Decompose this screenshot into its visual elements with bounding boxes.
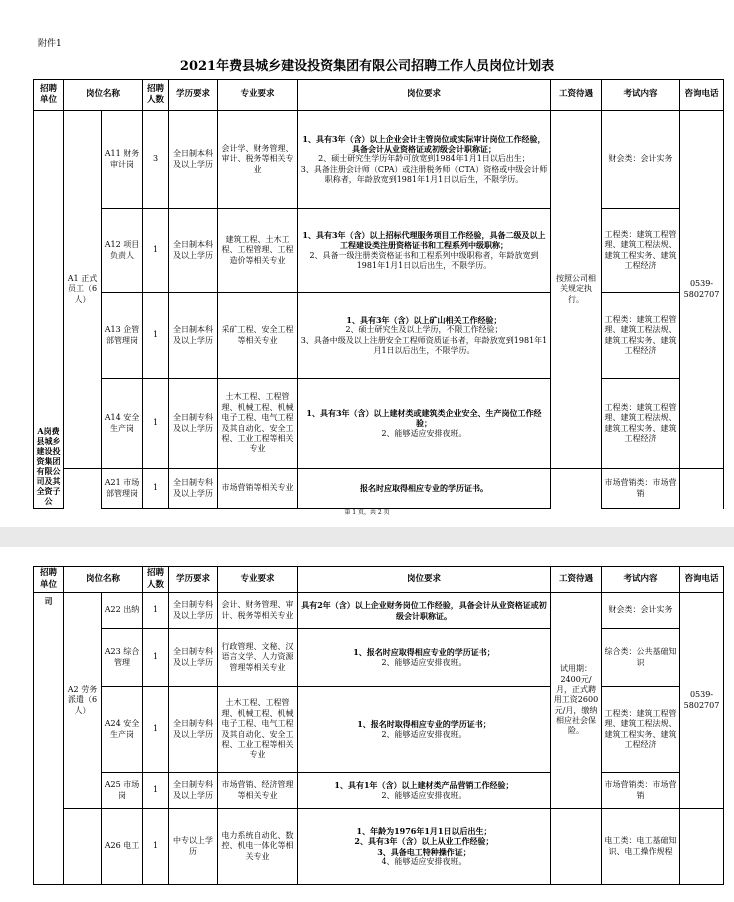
salary-cell: 试用期：2400元/月，正式聘用工资2600元/月，缴纳相应社会保险。 bbox=[551, 593, 602, 809]
header-requirements: 岗位要求 bbox=[298, 80, 551, 111]
header-phone: 咨询电话 bbox=[680, 80, 724, 111]
count-cell: 1 bbox=[143, 773, 169, 809]
header-post-name: 岗位名称 bbox=[64, 567, 143, 593]
recruiting-unit-cell: 司 bbox=[34, 593, 64, 885]
header-salary: 工资待遇 bbox=[551, 567, 602, 593]
requirement-line: 1、具有3年（含）以上建材类或建筑类企业安全、生产岗位工作经验； bbox=[306, 407, 542, 429]
exam-cell: 综合类：公共基础知识 bbox=[602, 629, 680, 687]
requirements-cell bbox=[298, 687, 551, 773]
header-count: 招聘人数 bbox=[143, 80, 169, 111]
post-name-cell: A11 财务审计岗 bbox=[102, 111, 143, 209]
header-major: 专业要求 bbox=[218, 567, 298, 593]
requirement-line: 2、能够适应安排夜班。 bbox=[381, 657, 467, 667]
requirements-cell bbox=[298, 293, 551, 379]
requirements-cell bbox=[298, 629, 551, 687]
table-row bbox=[34, 593, 724, 629]
education-cell: 全日制本科及以上学历 bbox=[169, 293, 218, 379]
count-cell: 1 bbox=[143, 209, 169, 293]
header-education: 学历要求 bbox=[169, 80, 218, 111]
post-name-cell: A26 电工 bbox=[102, 809, 143, 885]
header-unit: 招聘单位 bbox=[34, 567, 64, 593]
requirement-line: 3、具备注册会计师（CPA）或注册税务师（CTA）资格或中级会计师职称者，年龄放宽到1981年1月1日以后生，不限学历。 bbox=[300, 164, 548, 185]
requirement-line: 2、具有3年（含）以上从业工作经验； bbox=[354, 836, 494, 847]
education-cell: 全日制专科及以上学历 bbox=[169, 629, 218, 687]
positions-table-page-2 bbox=[33, 566, 724, 885]
post-name-cell: A22 出纳 bbox=[102, 593, 143, 629]
requirement-line: 报名时应取得相应专业的学历证书。 bbox=[360, 483, 488, 494]
post-group-cell: A2 劳务派遣（6人） bbox=[64, 593, 102, 809]
table-row bbox=[34, 293, 724, 379]
major-cell: 会计学、财务管理、审计、税务等相关专业 bbox=[218, 111, 298, 209]
major-cell: 建筑工程、土木工程、工程管理、工程造价等相关专业 bbox=[218, 209, 298, 293]
header-row bbox=[34, 567, 724, 593]
table-row bbox=[34, 809, 724, 885]
post-name-cell: A23 综合管理 bbox=[102, 629, 143, 687]
header-requirements: 岗位要求 bbox=[298, 567, 551, 593]
major-cell: 市场营销、经济管理等相关专业 bbox=[218, 773, 298, 809]
count-cell: 1 bbox=[143, 593, 169, 629]
exam-cell: 市场营销类：市场营销 bbox=[602, 773, 680, 809]
table-row bbox=[34, 687, 724, 773]
exam-cell: 工程类：建筑工程管理、建筑工程法规、建筑工程实务、建筑工程经济 bbox=[602, 687, 680, 773]
requirements-cell bbox=[298, 111, 551, 209]
education-cell: 全日制专科及以上学历 bbox=[169, 773, 218, 809]
exam-cell: 电工类：电工基础知识、电工操作规程 bbox=[602, 809, 680, 885]
salary-cell bbox=[551, 809, 602, 885]
major-cell: 行政管理、文秘、汉语言文学、人力资源管理等相关专业 bbox=[218, 629, 298, 687]
recruiting-unit-cell: A岗费县城乡建设投资集团有限公司及其全资子公 bbox=[34, 111, 64, 509]
post-name-cell: A13 企管部管理岗 bbox=[102, 293, 143, 379]
major-cell: 采矿工程、安全工程等相关专业 bbox=[218, 293, 298, 379]
requirement-line: 1、报名时取得相应专业的学历证书； bbox=[357, 719, 491, 730]
exam-cell: 工程类：建筑工程管理、建筑工程法规、建筑工程实务、建筑工程经济 bbox=[602, 209, 680, 293]
education-cell: 全日制本科及以上学历 bbox=[169, 111, 218, 209]
page-footer: 第 1 页，共 2 页 bbox=[344, 509, 390, 516]
count-cell: 1 bbox=[143, 469, 169, 509]
exam-cell: 财会类：会计实务 bbox=[602, 593, 680, 629]
header-exam: 考试内容 bbox=[602, 567, 680, 593]
count-cell: 1 bbox=[143, 809, 169, 885]
table-row bbox=[34, 111, 724, 209]
phone-cell: 0539-5802707 bbox=[680, 593, 724, 809]
header-phone: 咨询电话 bbox=[680, 567, 724, 593]
count-cell: 1 bbox=[143, 687, 169, 773]
requirement-line: 2、硕士研究生学历年龄可放宽到1984年1月1日以后出生； bbox=[318, 154, 530, 164]
requirements-cell bbox=[298, 593, 551, 629]
education-cell: 全日制专科及以上学历 bbox=[169, 469, 218, 509]
requirements-cell bbox=[298, 209, 551, 293]
exam-cell: 市场营销类：市场营销 bbox=[602, 469, 680, 509]
education-cell: 中专以上学历 bbox=[169, 809, 218, 885]
table-row bbox=[34, 629, 724, 687]
post-name-cell: A24 安全生产岗 bbox=[102, 687, 143, 773]
exam-cell: 工程类：建筑工程管理、建筑工程法规、建筑工程实务、建筑工程经济 bbox=[602, 379, 680, 469]
major-cell: 会计、财务管理、审计、税务等相关专业 bbox=[218, 593, 298, 629]
education-cell: 全日制专科及以上学历 bbox=[169, 593, 218, 629]
requirement-line: 1、具有1年（含）以上建材类产品营销工作经验； bbox=[334, 780, 514, 791]
phone-cell: 0539-5802707 bbox=[680, 111, 724, 469]
count-cell: 1 bbox=[143, 293, 169, 379]
requirements-cell bbox=[298, 809, 551, 885]
count-cell: 3 bbox=[143, 111, 169, 209]
document-title: 2021年费县城乡建设投资集团有限公司招聘工作人员岗位计划表 bbox=[179, 59, 555, 74]
requirement-line: 1、报名时应取得相应专业的学历证书； bbox=[353, 647, 495, 658]
header-row bbox=[34, 80, 724, 111]
requirements-cell bbox=[298, 379, 551, 469]
post-group-cell bbox=[64, 809, 102, 885]
header-unit: 招聘单位 bbox=[34, 80, 64, 111]
header-exam: 考试内容 bbox=[602, 80, 680, 111]
header-education: 学历要求 bbox=[169, 567, 218, 593]
major-cell: 电力系统自动化、数控、机电一体化等相关专业 bbox=[218, 809, 298, 885]
positions-table-page-1 bbox=[33, 79, 724, 509]
major-cell: 土木工程、工程管理、机械工程、机械电子工程、电气工程及其自动化、安全工程、工业工程等相关专业 bbox=[218, 687, 298, 773]
count-cell: 1 bbox=[143, 379, 169, 469]
header-salary: 工资待遇 bbox=[551, 80, 602, 111]
requirements-cell bbox=[298, 773, 551, 809]
attachment-label: 附件1 bbox=[38, 39, 62, 49]
requirement-line: 3、具备电工特种操作证； bbox=[377, 846, 471, 857]
requirement-line: 2、能够适应安排夜班。 bbox=[381, 729, 467, 739]
salary-cell bbox=[551, 469, 602, 509]
major-cell: 土木工程、工程管理、机械工程、机械电子工程、电气工程及其自动化、安全工程、工业工程等相关专业 bbox=[218, 379, 298, 469]
requirement-line: 2、硕士研究生及以上学历，不限工作经验； bbox=[345, 325, 503, 335]
requirement-line: 3、具备中级及以上注册安全工程师资质证书者，年龄放宽到1981年1月1日以后出生，不限学历。 bbox=[300, 335, 548, 355]
requirement-line: 2、具备一级注册类资格证书和工程系列中级职称者，年龄放宽到1981年1月1日以后出生，不限学历。 bbox=[309, 250, 539, 270]
requirement-line: 具有2年（含）以上企业财务岗位工作经验，具备会计从业资格证或初级会计职称证。 bbox=[301, 600, 547, 621]
post-group-cell: A1 正式员工（6人） bbox=[64, 111, 102, 469]
post-name-cell: A21 市场部管理岗 bbox=[102, 469, 143, 509]
count-cell: 1 bbox=[143, 629, 169, 687]
requirement-line: 1、具有3年（含）以上招标代理服务项目工作经验，具备二级及以上工程建设类注册资格证书和工程系列中级职称； bbox=[302, 229, 546, 251]
requirement-line: 1、年龄为1976年1月1日以后出生； bbox=[356, 825, 492, 836]
post-name-cell: A12 项目负责人 bbox=[102, 209, 143, 293]
phone-cell bbox=[680, 809, 724, 885]
requirement-line: 1、具有3年（含）以上企业会计主管岗位或实际审计岗位工作经验，具备会计从业资格证或初级会计职称证； bbox=[302, 133, 546, 154]
education-cell: 全日制专科及以上学历 bbox=[169, 379, 218, 469]
requirement-line: 2、能够适应安排夜班。 bbox=[381, 428, 467, 438]
header-count: 招聘人数 bbox=[143, 567, 169, 593]
table-row bbox=[34, 379, 724, 469]
phone-cell bbox=[680, 469, 724, 509]
major-cell: 市场营销等相关专业 bbox=[218, 469, 298, 509]
requirements-cell bbox=[298, 469, 551, 509]
table-row bbox=[34, 469, 724, 509]
education-cell: 全日制专科及以上学历 bbox=[169, 687, 218, 773]
requirement-line: 1、具有3年（含）以上矿山相关工作经验； bbox=[346, 314, 502, 325]
requirement-line: 2、能够适应安排夜班。 bbox=[381, 790, 467, 800]
table-row bbox=[34, 209, 724, 293]
header-post-name: 岗位名称 bbox=[64, 80, 143, 111]
education-cell: 全日制本科及以上学历 bbox=[169, 209, 218, 293]
header-major: 专业要求 bbox=[218, 80, 298, 111]
salary-cell: 按照公司相关规定执行。 bbox=[551, 111, 602, 469]
post-name-cell: A14 安全生产岗 bbox=[102, 379, 143, 469]
post-group-cell bbox=[64, 469, 102, 509]
requirement-line: 4、能够适应安排夜班。 bbox=[381, 856, 467, 866]
exam-cell: 工程类：建筑工程管理、建筑工程法规、建筑工程实务、建筑工程经济 bbox=[602, 293, 680, 379]
post-name-cell: A25 市场岗 bbox=[102, 773, 143, 809]
table-row bbox=[34, 773, 724, 809]
exam-cell: 财会类：会计实务 bbox=[602, 111, 680, 209]
page-2 bbox=[0, 547, 734, 902]
